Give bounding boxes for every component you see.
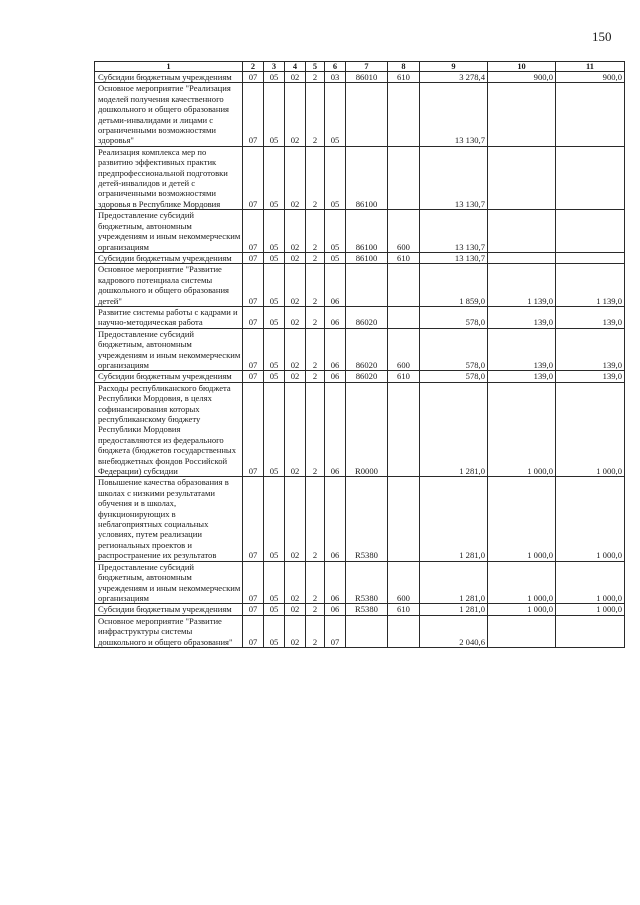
table-row (95, 615, 625, 647)
table-row (95, 382, 625, 477)
target-article-cell: R5380 (346, 561, 388, 604)
subsection-code-cell: 05 (264, 83, 285, 146)
subprogram-code-cell: 2 (306, 604, 325, 615)
program-code-cell: 02 (285, 477, 306, 561)
subprogram-code-cell: 2 (306, 146, 325, 209)
section-code-cell: 07 (243, 371, 264, 382)
target-article-cell: R5380 (346, 604, 388, 615)
subprogram-code-cell: 2 (306, 561, 325, 604)
header-cell: 3 (264, 62, 285, 72)
expense-type-cell (388, 306, 420, 328)
event-code-cell: 06 (325, 371, 346, 382)
amount-year1-cell: 1 281,0 (420, 477, 488, 561)
section-code-cell: 07 (243, 328, 264, 371)
amount-year3-cell: 900,0 (556, 72, 625, 83)
amount-year2-cell: 1 000,0 (488, 604, 556, 615)
row-name-cell: Расходы республиканского бюджета Республики Мордовия, в целях софинансирования которых республиканскому бюджету Республики Мордовия предоставляются из федерального бюджета (бюджетов государственных внебюджетных фондов Российской Федерации) субсидии (95, 382, 243, 477)
section-code-cell: 07 (243, 72, 264, 83)
amount-year2-cell: 1 000,0 (488, 561, 556, 604)
amount-year1-cell: 578,0 (420, 328, 488, 371)
subsection-code-cell: 05 (264, 210, 285, 253)
amount-year1-cell: 13 130,7 (420, 210, 488, 253)
amount-year2-cell (488, 146, 556, 209)
row-name-cell: Основное мероприятие "Развитие инфраструктуры системы дошкольного и общего образования" (95, 615, 243, 647)
amount-year2-cell (488, 83, 556, 146)
amount-year3-cell: 1 139,0 (556, 264, 625, 307)
table-row (95, 328, 625, 371)
program-code-cell: 02 (285, 604, 306, 615)
subsection-code-cell: 05 (264, 252, 285, 263)
amount-year1-cell: 3 278,4 (420, 72, 488, 83)
amount-year3-cell (556, 615, 625, 647)
amount-year3-cell: 139,0 (556, 328, 625, 371)
program-code-cell: 02 (285, 371, 306, 382)
table-row (95, 477, 625, 561)
event-code-cell: 06 (325, 477, 346, 561)
subsection-code-cell: 05 (264, 604, 285, 615)
table-row (95, 72, 625, 83)
program-code-cell: 02 (285, 83, 306, 146)
target-article-cell: 86010 (346, 72, 388, 83)
subprogram-code-cell: 2 (306, 382, 325, 477)
event-code-cell: 06 (325, 328, 346, 371)
event-code-cell: 07 (325, 615, 346, 647)
expense-type-cell (388, 264, 420, 307)
amount-year1-cell: 1 859,0 (420, 264, 488, 307)
row-name-cell: Субсидии бюджетным учреждениям (95, 604, 243, 615)
amount-year1-cell: 13 130,7 (420, 83, 488, 146)
section-code-cell: 07 (243, 477, 264, 561)
subsection-code-cell: 05 (264, 561, 285, 604)
subprogram-code-cell: 2 (306, 477, 325, 561)
target-article-cell (346, 264, 388, 307)
amount-year2-cell (488, 252, 556, 263)
amount-year2-cell: 139,0 (488, 328, 556, 371)
header-cell: 5 (306, 62, 325, 72)
event-code-cell: 06 (325, 561, 346, 604)
target-article-cell: 86100 (346, 210, 388, 253)
amount-year2-cell (488, 210, 556, 253)
amount-year2-cell: 139,0 (488, 306, 556, 328)
amount-year3-cell: 1 000,0 (556, 477, 625, 561)
table-row (95, 264, 625, 307)
target-article-cell: 86020 (346, 306, 388, 328)
header-cell: 6 (325, 62, 346, 72)
target-article-cell: R5380 (346, 477, 388, 561)
section-code-cell: 07 (243, 264, 264, 307)
table-row (95, 252, 625, 263)
amount-year3-cell: 1 000,0 (556, 561, 625, 604)
row-name-cell: Основное мероприятие "Развитие кадрового потенциала системы дошкольного и общего образования детей" (95, 264, 243, 307)
table-row (95, 561, 625, 604)
subsection-code-cell: 05 (264, 72, 285, 83)
amount-year3-cell: 139,0 (556, 306, 625, 328)
event-code-cell: 06 (325, 382, 346, 477)
table-row (95, 604, 625, 615)
subsection-code-cell: 05 (264, 477, 285, 561)
row-name-cell: Предоставление субсидий бюджетным, автономным учреждениям и иным некоммерческим организациям (95, 210, 243, 253)
amount-year1-cell: 1 281,0 (420, 561, 488, 604)
section-code-cell: 07 (243, 306, 264, 328)
expense-type-cell: 600 (388, 328, 420, 371)
section-code-cell: 07 (243, 561, 264, 604)
row-name-cell: Реализация комплекса мер по развитию эффективных практик предпрофессиональной подготовки детей-инвалидов и детей с ограниченными возможностями здоровья в Республике Мордовия (95, 146, 243, 209)
header-cell: 11 (556, 62, 625, 72)
subprogram-code-cell: 2 (306, 371, 325, 382)
program-code-cell: 02 (285, 264, 306, 307)
table-row (95, 210, 625, 253)
row-name-cell: Субсидии бюджетным учреждениям (95, 72, 243, 83)
section-code-cell: 07 (243, 83, 264, 146)
subprogram-code-cell: 2 (306, 328, 325, 371)
amount-year1-cell: 578,0 (420, 371, 488, 382)
target-article-cell: 86020 (346, 328, 388, 371)
amount-year3-cell: 139,0 (556, 371, 625, 382)
event-code-cell: 03 (325, 72, 346, 83)
page-number: 150 (592, 29, 612, 44)
amount-year3-cell: 1 000,0 (556, 382, 625, 477)
header-cell: 10 (488, 62, 556, 72)
row-name-cell: Повышение качества образования в школах с низкими результатами обучения и в школах, функционирующих в неблагоприятных социальных условиях, путем реализации региональных проектов и распространение их результатов (95, 477, 243, 561)
expense-type-cell: 610 (388, 604, 420, 615)
target-article-cell: 86100 (346, 146, 388, 209)
row-name-cell: Субсидии бюджетным учреждениям (95, 371, 243, 382)
event-code-cell: 05 (325, 252, 346, 263)
section-code-cell: 07 (243, 210, 264, 253)
expense-type-cell: 610 (388, 252, 420, 263)
program-code-cell: 02 (285, 328, 306, 371)
target-article-cell (346, 615, 388, 647)
expense-type-cell: 600 (388, 561, 420, 604)
event-code-cell: 06 (325, 306, 346, 328)
section-code-cell: 07 (243, 146, 264, 209)
header-cell: 7 (346, 62, 388, 72)
table-row (95, 146, 625, 209)
subsection-code-cell: 05 (264, 371, 285, 382)
row-name-cell: Субсидии бюджетным учреждениям (95, 252, 243, 263)
subsection-code-cell: 05 (264, 382, 285, 477)
amount-year3-cell (556, 210, 625, 253)
row-name-cell: Основное мероприятие "Реализация моделей получения качественного дошкольного и общего образования детьми-инвалидами и лицами с ограниченными возможностями здоровья" (95, 83, 243, 146)
expense-type-cell: 610 (388, 72, 420, 83)
event-code-cell: 05 (325, 146, 346, 209)
subprogram-code-cell: 2 (306, 210, 325, 253)
expense-type-cell: 610 (388, 371, 420, 382)
subprogram-code-cell: 2 (306, 615, 325, 647)
program-code-cell: 02 (285, 146, 306, 209)
amount-year1-cell: 13 130,7 (420, 146, 488, 209)
header-cell: 8 (388, 62, 420, 72)
table-row (95, 371, 625, 382)
event-code-cell: 05 (325, 83, 346, 146)
amount-year1-cell: 1 281,0 (420, 604, 488, 615)
program-code-cell: 02 (285, 252, 306, 263)
header-row (95, 62, 625, 72)
row-name-cell: Предоставление субсидий бюджетным, автономным учреждениям и иным некоммерческим организациям (95, 561, 243, 604)
event-code-cell: 06 (325, 264, 346, 307)
table-row (95, 83, 625, 146)
amount-year2-cell: 1 000,0 (488, 477, 556, 561)
section-code-cell: 07 (243, 615, 264, 647)
expense-type-cell (388, 83, 420, 146)
row-name-cell: Предоставление субсидий бюджетным, автономным учреждениям и иным некоммерческим организациям (95, 328, 243, 371)
amount-year2-cell: 1 139,0 (488, 264, 556, 307)
event-code-cell: 05 (325, 210, 346, 253)
amount-year2-cell (488, 615, 556, 647)
amount-year3-cell: 1 000,0 (556, 604, 625, 615)
program-code-cell: 02 (285, 561, 306, 604)
section-code-cell: 07 (243, 604, 264, 615)
target-article-cell (346, 83, 388, 146)
amount-year1-cell: 13 130,7 (420, 252, 488, 263)
subprogram-code-cell: 2 (306, 252, 325, 263)
event-code-cell: 06 (325, 604, 346, 615)
header-cell: 9 (420, 62, 488, 72)
amount-year2-cell: 900,0 (488, 72, 556, 83)
expense-type-cell (388, 615, 420, 647)
amount-year1-cell: 578,0 (420, 306, 488, 328)
header-cell: 4 (285, 62, 306, 72)
amount-year3-cell (556, 252, 625, 263)
amount-year1-cell: 2 040,6 (420, 615, 488, 647)
amount-year1-cell: 1 281,0 (420, 382, 488, 477)
subprogram-code-cell: 2 (306, 83, 325, 146)
header-cell: 1 (95, 62, 243, 72)
program-code-cell: 02 (285, 72, 306, 83)
subprogram-code-cell: 2 (306, 72, 325, 83)
subsection-code-cell: 05 (264, 306, 285, 328)
subsection-code-cell: 05 (264, 146, 285, 209)
section-code-cell: 07 (243, 252, 264, 263)
amount-year2-cell: 1 000,0 (488, 382, 556, 477)
subsection-code-cell: 05 (264, 264, 285, 307)
program-code-cell: 02 (285, 306, 306, 328)
amount-year3-cell (556, 146, 625, 209)
amount-year2-cell: 139,0 (488, 371, 556, 382)
subsection-code-cell: 05 (264, 328, 285, 371)
subsection-code-cell: 05 (264, 615, 285, 647)
expense-type-cell (388, 146, 420, 209)
target-article-cell: R0000 (346, 382, 388, 477)
target-article-cell: 86020 (346, 371, 388, 382)
program-code-cell: 02 (285, 210, 306, 253)
table-row (95, 306, 625, 328)
header-cell: 2 (243, 62, 264, 72)
amount-year3-cell (556, 83, 625, 146)
expense-type-cell (388, 477, 420, 561)
expense-type-cell (388, 382, 420, 477)
target-article-cell: 86100 (346, 252, 388, 263)
row-name-cell: Развитие системы работы с кадрами и научно-методическая работа (95, 306, 243, 328)
program-code-cell: 02 (285, 382, 306, 477)
subprogram-code-cell: 2 (306, 264, 325, 307)
section-code-cell: 07 (243, 382, 264, 477)
budget-table (94, 61, 625, 648)
subprogram-code-cell: 2 (306, 306, 325, 328)
expense-type-cell: 600 (388, 210, 420, 253)
program-code-cell: 02 (285, 615, 306, 647)
